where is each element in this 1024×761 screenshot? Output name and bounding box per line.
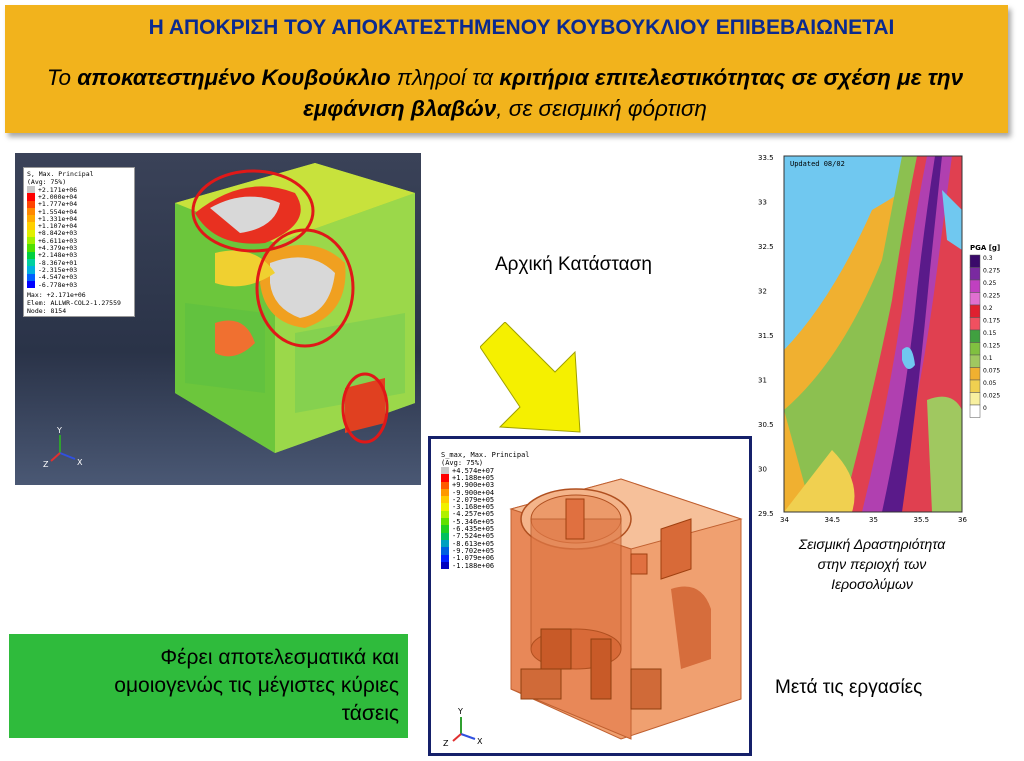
legend2-title: S_max, Max. Principal <box>441 451 530 459</box>
legend-top-swatch <box>27 266 35 273</box>
map-header: Updated 08/02 <box>790 160 845 168</box>
pga-scale-swatch <box>970 280 980 293</box>
map-x-tick: 34.5 <box>824 516 841 524</box>
pga-scale-value: 0.125 <box>983 342 1001 350</box>
stress-legend-initial <box>23 167 135 317</box>
map-caption-line-1: Σεισμική Δραστηριότητα <box>798 536 946 552</box>
map-y-tick: 31 <box>758 376 767 385</box>
map-y-tick: 31.5 <box>758 332 774 340</box>
map-y-tick: 33.5 <box>758 154 774 162</box>
legend-top-swatch <box>27 237 35 244</box>
legend-top-swatch <box>27 252 35 259</box>
legend-top-value: -6.778e+03 <box>38 280 78 289</box>
pga-scale-swatch <box>970 405 980 418</box>
legend-bottom-value: -6.435e+05 <box>452 525 495 534</box>
legend-top-value: -8.367e+01 <box>38 258 78 267</box>
legend-bottom-value: -3.168e+05 <box>452 503 495 512</box>
legend-top-value: +4.379e+03 <box>38 244 78 253</box>
pga-scale-value: 0.025 <box>983 392 1001 400</box>
pga-scale-title: PGA [g] <box>970 244 1001 252</box>
legend-top-row <box>27 281 131 288</box>
legend-top-value: +1.331e+04 <box>38 214 78 223</box>
legend-bottom-value: +4.574e+07 <box>452 466 495 475</box>
legend-node: Node: 8154 <box>27 307 67 316</box>
yellow-arrow-icon <box>480 322 590 437</box>
subtitle-bold-1: αποκατεστημένο Κουβούκλιο <box>77 65 391 90</box>
legend-bottom-swatch <box>441 518 449 525</box>
legend-bottom-swatch <box>441 540 449 547</box>
legend-bottom-value: -2.079e+05 <box>452 495 495 504</box>
pga-scale-swatch <box>970 355 980 368</box>
conclusion-line-2: ομοιογενώς τις μέγιστες κύριες <box>114 674 399 697</box>
map-caption-line-2: στην περιοχή των <box>817 556 927 572</box>
legend-bottom-swatch <box>441 525 449 532</box>
slide-title: Η ΑΠΟΚΡΙΣΗ ΤΟΥ ΑΠΟΚΑΤΕΣΤΗΜΕΝΟΥ ΚΟΥΒΟΥΚΛΙΟΥ ΕΠΙΒΕΒΑΙΩΝΕΤΑΙ <box>148 16 895 39</box>
legend-top-swatch <box>27 186 35 193</box>
legend-top-swatch <box>27 230 35 237</box>
legend-bottom-value: -4.257e+05 <box>452 510 495 519</box>
legend-top-value: +1.777e+04 <box>38 200 78 209</box>
pga-scale-swatch <box>970 293 980 306</box>
legend-top-swatch <box>27 193 35 200</box>
pga-scale-value: 0.1 <box>983 355 993 362</box>
legend-bottom-value: -9.702e+05 <box>452 546 495 555</box>
legend-top-swatch <box>27 274 35 281</box>
legend-top-value: +2.000e+04 <box>38 192 78 201</box>
legend-bottom-swatch <box>441 562 449 569</box>
legend-bottom-value: -1.079e+06 <box>452 554 495 563</box>
legend-top-value: -2.315e+03 <box>38 265 78 274</box>
legend-bottom-value: +9.900e+03 <box>452 481 495 490</box>
legend-bottom-swatch <box>441 511 449 518</box>
map-x-tick: 35 <box>869 516 878 524</box>
legend-max: Max: +2.171e+06 <box>27 291 86 300</box>
legend-bottom-value: -1.188e+06 <box>452 561 495 570</box>
pga-scale-swatch <box>970 330 980 343</box>
legend-bottom-swatch <box>441 482 449 489</box>
legend-subtitle: (Avg: 75%) <box>27 178 67 186</box>
legend-top-swatch <box>27 281 35 288</box>
map-x-tick: 34 <box>780 516 789 524</box>
legend-top-value: +8.842e+03 <box>38 229 78 238</box>
pga-scale-swatch <box>970 343 980 356</box>
conclusion-line-3: τάσεις <box>341 702 399 725</box>
legend-bottom-value: -9.900e+04 <box>452 488 495 497</box>
legend-top-swatch <box>27 244 35 251</box>
legend-title: S, Max. Principal <box>27 170 94 178</box>
legend2-subtitle: (Avg: 75%) <box>441 459 484 467</box>
pga-map-svg <box>752 150 1002 530</box>
pga-scale-value: 0.075 <box>983 367 1001 375</box>
legend-bottom-swatch <box>441 474 449 481</box>
map-x-tick: 36 <box>958 516 967 524</box>
subtitle-bold-2: κριτήρια επιτελεστικότητας σε σχέση με την εμφάνιση βλαβών <box>303 65 964 121</box>
legend-bottom-value: +1.188e+05 <box>452 473 495 482</box>
pga-scale-value: 0.225 <box>983 292 1001 300</box>
legend-top-value: -4.547e+03 <box>38 273 78 282</box>
subtitle-part-3: , σε σεισμική φόρτιση <box>496 96 707 121</box>
legend-top-swatch <box>27 201 35 208</box>
legend-top-value: +2.148e+03 <box>38 251 78 260</box>
axis-z-label-bottom: Z <box>443 739 449 748</box>
stress-legend-after <box>441 451 531 569</box>
pga-scale-swatch <box>970 318 980 331</box>
pga-scale-swatch <box>970 255 980 268</box>
axis-y-label-top: Y <box>57 426 62 435</box>
map-y-tick: 30.5 <box>758 421 774 429</box>
legend-bottom-swatch <box>441 547 449 554</box>
pga-seismic-map <box>752 150 1002 530</box>
legend-bottom-value: -5.346e+05 <box>452 517 495 526</box>
legend-bottom-swatch <box>441 467 449 474</box>
subtitle-part-1: Το <box>46 65 78 90</box>
pga-scale-value: 0 <box>983 405 987 412</box>
pga-scale-value: 0.275 <box>983 267 1001 275</box>
legend-top-swatch <box>27 222 35 229</box>
map-y-tick: 29.5 <box>758 510 774 518</box>
legend-bottom-swatch <box>441 555 449 562</box>
map-caption-line-3: Ιεροσολύμων <box>831 576 913 592</box>
axis-y-label-bottom: Y <box>458 707 463 716</box>
legend-bottom-swatch <box>441 489 449 496</box>
legend-bottom-value: -8.613e+05 <box>452 539 495 548</box>
pga-scale-swatch <box>970 380 980 393</box>
pga-scale-value: 0.2 <box>983 305 993 312</box>
map-y-tick: 32.5 <box>758 243 774 251</box>
pga-scale-value: 0.25 <box>983 280 997 287</box>
map-y-tick: 30 <box>758 465 767 474</box>
pga-scale-swatch <box>970 368 980 381</box>
map-y-tick: 32 <box>758 287 767 296</box>
axis-x-label-bottom: X <box>477 737 483 746</box>
legend-top-value: +6.611e+03 <box>38 236 78 245</box>
axis-z-label-top: Z <box>43 460 49 469</box>
legend-top-swatch <box>27 208 35 215</box>
legend-bottom-value: -7.524e+05 <box>452 532 495 541</box>
legend-bottom-swatch <box>441 503 449 510</box>
slide-subtitle <box>20 62 990 124</box>
map-x-tick: 35.5 <box>913 516 930 524</box>
pga-scale-value: 0.3 <box>983 255 993 262</box>
legend-top-swatch <box>27 259 35 266</box>
label-initial-state: Αρχική Κατάσταση <box>495 254 652 275</box>
legend-bottom-swatch <box>441 533 449 540</box>
legend-top-value: +1.107e+04 <box>38 222 78 231</box>
pga-scale-value: 0.175 <box>983 317 1001 325</box>
label-after-works: Μετά τις εργασίες <box>775 677 923 698</box>
axis-x-label-top: X <box>77 458 83 467</box>
pga-scale-swatch <box>970 393 980 406</box>
legend-bottom-swatch <box>441 496 449 503</box>
legend-top-value: +2.171e+06 <box>38 185 78 194</box>
conclusion-text <box>9 644 399 728</box>
map-caption <box>752 534 992 594</box>
legend-top-value: +1.554e+04 <box>38 207 78 216</box>
legend-top-swatch <box>27 215 35 222</box>
subtitle-part-2: πληροί τα <box>390 65 500 90</box>
pga-scale-value: 0.05 <box>983 380 997 387</box>
map-y-tick: 33 <box>758 198 767 207</box>
legend-elem: Elem: ALLWR-COL2-1.27559 <box>27 299 121 308</box>
conclusion-line-1: Φέρει αποτελεσματικά και <box>160 646 399 669</box>
pga-scale-value: 0.15 <box>983 330 997 337</box>
pga-scale-swatch <box>970 268 980 281</box>
legend-bottom-row <box>441 562 531 569</box>
pga-scale-swatch <box>970 305 980 318</box>
